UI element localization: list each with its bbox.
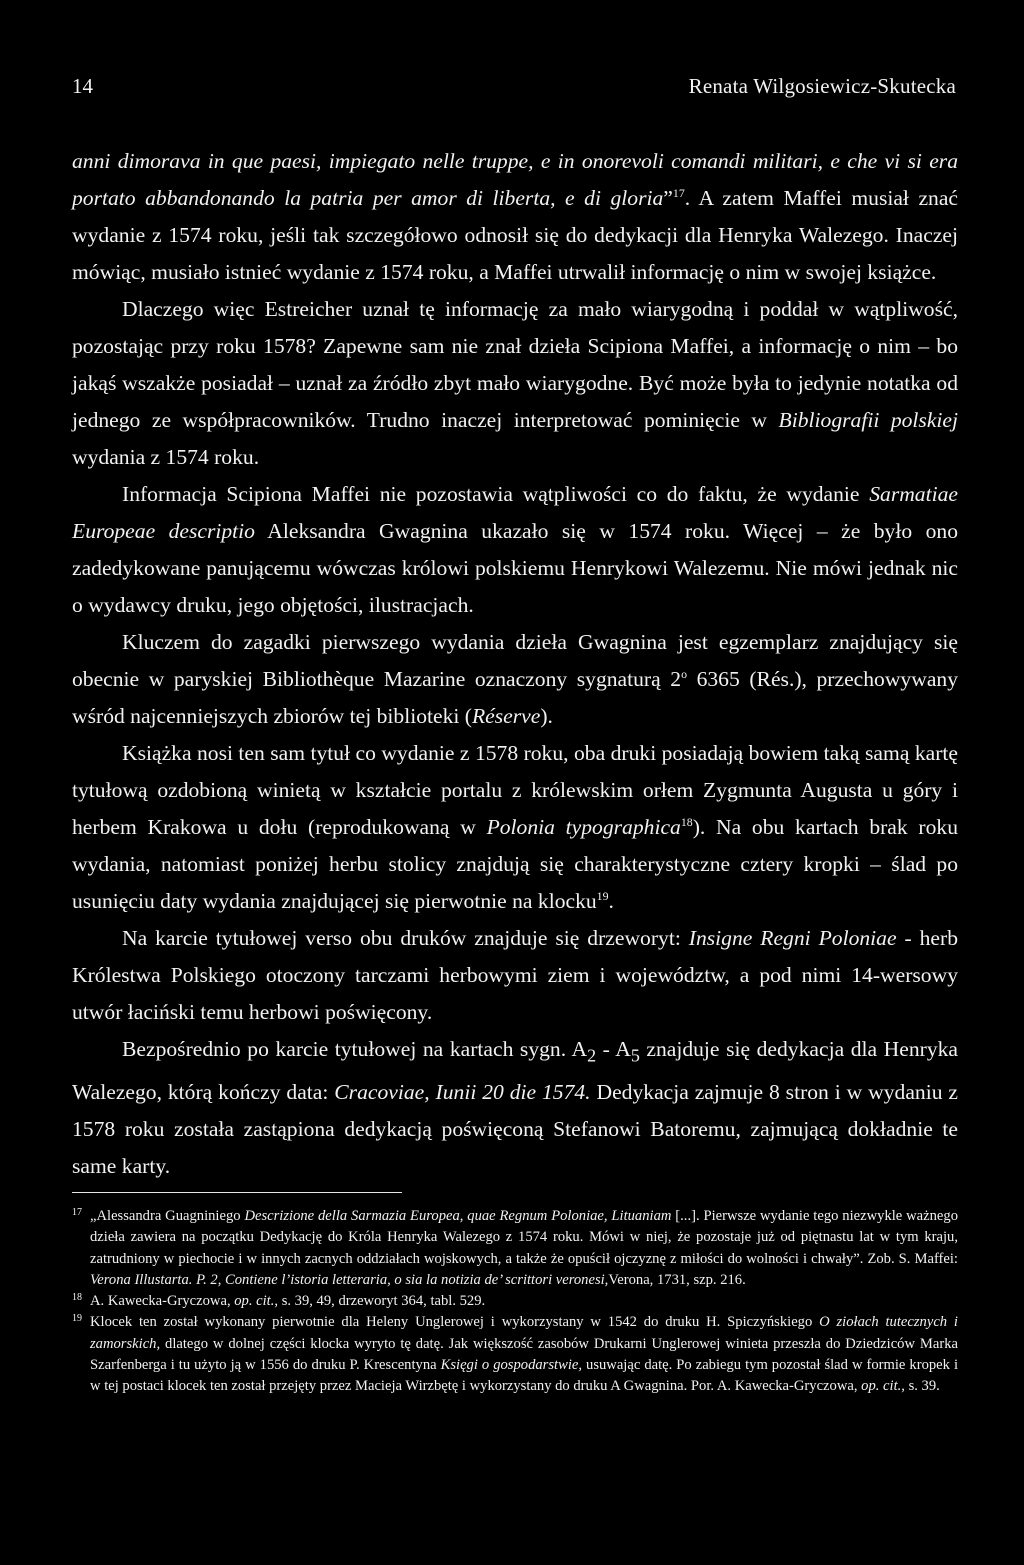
text-run: usuwając datę. Po zabiegu tym pozostał ślad w formie kropek i w tej postaci klocek ten został przejęty przez Macieja Wirzbętę i wykorzystany do druku A Gwagnina. Por. A. Kawecka-Gryczowa, — [90, 1357, 959, 1395]
text-run: Aleksandra Gwagnina ukazało się w 1574 roku. Więcej – że było ono zadedykowane panującemu wówczas królowi polskiemu Henrykowi Walezemu. Nie mówi jednak nic o wydawcy druku, jego objętości, ilustracjach. — [72, 519, 958, 617]
footnote-ref: o — [681, 666, 688, 681]
footnotes — [72, 1206, 958, 1398]
text-run: Książka nosi ten sam tytuł co wydanie z 1578 roku, oba druki posiadają bowiem taką samą kartę tytułową ozdobioną winietą w kształcie portalu z królewskim orłem Zygmunta Augusta u góry i herbem Krakowa u dołu (reprodukowaną w — [72, 741, 958, 839]
text-run: Dedykacja zajmuje 8 stron i w wydaniu z 1578 roku została zastąpiona dedykacją poświęconą Stefanowi Batoremu, zajmującą dokładnie te same karty. — [72, 1080, 958, 1179]
italic-text: Réserve — [471, 704, 541, 728]
text-run: 6365 (Rés.), przechowywany wśród najcenniejszych zbiorów tej biblioteki ( — [72, 667, 959, 728]
footnote-ref: 17 — [672, 185, 685, 200]
paragraph — [72, 920, 958, 1031]
text-run: ). — [540, 704, 553, 728]
footnote-ref: 19 — [596, 888, 609, 903]
footnote-number: 18 — [72, 1292, 82, 1304]
subscript: 2 — [587, 1045, 597, 1066]
text-run: ” — [663, 186, 673, 210]
text-run: „Alessandra Guagniniego — [90, 1208, 245, 1224]
text-run: Dlaczego więc Estreicher uznał tę informację za mało wiarygodną i poddał w wątpliwość, pozostając przy roku 1578? Zapewne sam nie znał dzieła Scipiona Maffei, a informację o nim – bo jakąś wszakże posiadał – uznał za źródło zbyt mało wiarygodne. Być może była to jedynie notatka od jednego ze współpracowników. Trudno inaczej interpretować pominięcie w — [72, 297, 958, 432]
text-run: - herb Królestwa Polskiego otoczony tarczami herbowymi ziem i województw, a pod nimi 14-wersowy utwór łaciński temu herbowi poświęcony. — [72, 926, 958, 1024]
paragraph — [72, 624, 958, 735]
text-run: Bezpośrednio po karcie tytułowej na kartach sygn. A — [122, 1037, 588, 1061]
text-run: . A zatem Maffei musiał znać wydanie z 1574 roku, jeśli tak szczegółowo odnosił się do dedykacji dla Henryka Walezego. Inaczej mówiąc, musiało istnieć wydanie z 1574 roku, a Maffei utrwalił informację o nim w swojej książce. — [72, 186, 958, 284]
footnote — [72, 1291, 958, 1312]
text-run: Na karcie tytułowej verso obu druków znajduje się drzeworyt: — [122, 926, 689, 950]
subscript: 5 — [630, 1045, 640, 1066]
text-run: [...]. Pierwsze wydanie tego niezwykle ważnego dzieła zawiera na początku Dedykację do Króla Henryka Walezego z 1574 roku. Mówi w niej, że pozostaje już od piętnastu lat w tym kraju, zatrudniony w piechocie i w innych zacnych oddziałach wojskowych, a także że opuścił ojczyznę z miłości do wolności i chwały”. Zob. S. Maffei: — [90, 1208, 958, 1267]
page-header — [72, 74, 956, 104]
paragraph — [72, 291, 958, 476]
paragraph — [72, 476, 958, 624]
paragraph — [72, 735, 958, 920]
text-run: Klocek ten został wykonany pierwotnie dla Heleny Unglerowej i wykorzystany w 1542 do druku H. Spiczyńskiego — [90, 1314, 820, 1331]
italic-text: Bibliografii polskiej — [778, 408, 959, 432]
text-run: - A — [596, 1037, 631, 1061]
italic-text: Cracoviae, Iunii 20 die 1574. — [334, 1080, 591, 1105]
italic-text: op. cit. — [861, 1378, 902, 1395]
text-run: , s. 39, 49, drzeworyt 364, tabl. 529. — [274, 1293, 486, 1310]
main-text — [72, 143, 958, 1185]
text-run: dlatego w dolnej części klocka wyryto tę datę. Jak większość zasobów Drukarni Unglerowej winieta przeszła do Dziedziców Marka Szarfenberga i tu użyto ją w 1556 do druku P. Krescentyna — [90, 1335, 958, 1374]
text-run: Informacja Scipiona Maffei nie pozostawia wątpliwości co do faktu, że wydanie — [122, 482, 870, 506]
italic-text: Sarmatiae Europeae descriptio — [72, 482, 958, 543]
italic-text: anni dimorava in que paesi, impiegato nelle truppe, e in onorevoli comandi militari, e che vi si era portato abbandonando la patria per amor di liberta, e di gloria — [72, 149, 958, 210]
text-run: Kluczem do zagadki pierwszego wydania dzieła Gwagnina jest egzemplarz znajdujący się obecnie w paryskiej Bibliothèque Mazarine oznaczony sygnaturą 2 — [72, 630, 958, 691]
text-run: ). Na obu kartach brak roku wydania, natomiast poniżej herbu stolicy znajdują się charakterystyczne cztery kropki – ślad po usunięciu daty wydania znajdującej się pierwotnie na klocku — [72, 815, 959, 913]
footnote-number: 19 — [72, 1313, 82, 1325]
paragraph — [72, 1031, 958, 1185]
italic-text: Descrizione della Sarmazia Europea, quae Regnum Poloniae, Lituaniam — [244, 1208, 672, 1224]
footnote — [72, 1312, 958, 1397]
text-run: A. Kawecka-Gryczowa, — [90, 1293, 235, 1310]
page-number: 14 — [72, 74, 93, 98]
italic-text: Polonia typographica — [486, 815, 681, 839]
italic-text: Księgi o gospodarstwie, — [440, 1357, 583, 1374]
italic-text: Insigne Regni Poloniae — [688, 926, 897, 950]
footnote-ref: 18 — [680, 814, 693, 829]
text-run: Verona, 1731, szp. 216. — [608, 1271, 746, 1288]
running-head-author: Renata Wilgosiewicz-Skutecka — [688, 74, 956, 98]
paragraph — [72, 143, 958, 291]
italic-text: Verona Illustarta. P. 2, Contiene l’istoria letteraria, o sia la notizia de’ scrittori veronesi, — [90, 1271, 609, 1288]
italic-text: op. cit. — [234, 1293, 275, 1310]
text-run: . — [608, 889, 614, 913]
italic-text: O ziołach tutecznych i zamorskich, — [90, 1314, 958, 1352]
footnote-number: 17 — [72, 1207, 82, 1218]
text-run: znajduje się dedykacja dla Henryka Walezego, którą kończy data: — [72, 1037, 959, 1105]
text-run: wydania z 1574 roku. — [72, 445, 260, 469]
footnote-separator — [72, 1192, 402, 1193]
footnote — [72, 1206, 958, 1291]
text-run: , s. 39. — [901, 1378, 940, 1395]
